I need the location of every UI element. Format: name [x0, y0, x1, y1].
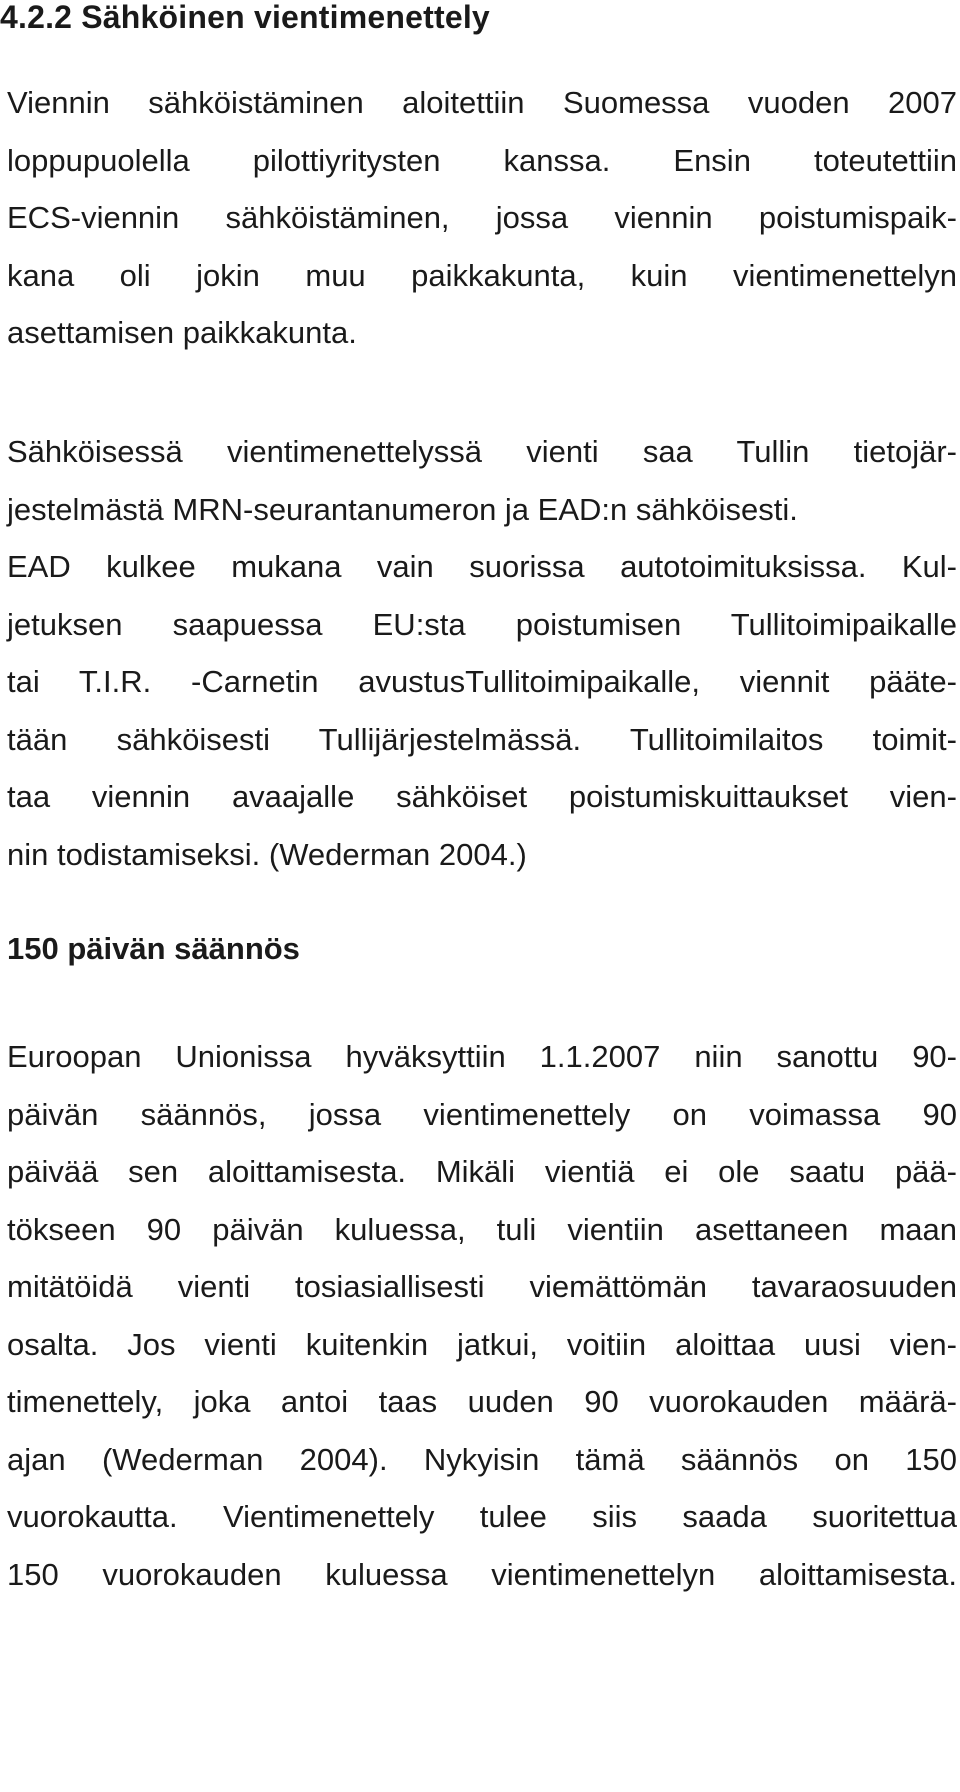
text-line: Viennin sähköistäminen aloitettiin Suomessa vuoden 2007 [7, 85, 957, 120]
text-line: ajan (Wederman 2004). Nykyisin tämä säännös on 150 [7, 1441, 957, 1477]
text-line: päivän säännös, jossa vientimenettely on voimassa 90 [7, 1096, 957, 1132]
text-line: tai T.I.R. -Carnetin avustusTullitoimipaikalle, viennit pääte- [7, 664, 957, 699]
text-line: tökseen 90 päivän kuluessa, tuli vientiin asettaneen maan [7, 1211, 957, 1247]
paragraph-1 [7, 74, 957, 362]
text-line: ECS-viennin sähköistäminen, jossa viennin poistumispaik- [7, 200, 957, 235]
text-line: päivää sen aloittamisesta. Mikäli vientiä ei ole saatu pää- [7, 1154, 957, 1189]
text-line: EAD kulkee mukana vain suorissa autotoimituksissa. Kul- [7, 549, 957, 584]
text-line: Sähköisessä vientimenettelyssä vienti saa Tullin tietojär- [7, 434, 957, 469]
subheading: 150 päivän säännös [7, 931, 300, 966]
text-line: loppupuolella pilottiyritysten kanssa. Ensin toteutettiin [7, 142, 957, 178]
text-line: mitätöidä vienti tosiasiallisesti viemättömän tavaraosuuden [7, 1269, 957, 1304]
text-line: jestelmästä MRN-seurantanumeron ja EAD:n sähköisesti. [7, 491, 798, 527]
paragraph-2 [7, 423, 957, 883]
text-line: asettamisen paikkakunta. [7, 315, 357, 350]
text-line: tään sähköisesti Tullijärjestelmässä. Tullitoimilaitos toimit- [7, 721, 957, 757]
text-line: osalta. Jos vienti kuitenkin jatkui, voitiin aloittaa uusi vien- [7, 1326, 957, 1362]
text-line: timenettely, joka antoi taas uuden 90 vuorokauden määrä- [7, 1384, 957, 1419]
text-line: jetuksen saapuessa EU:sta poistumisen Tullitoimipaikalle [7, 606, 957, 642]
section-heading: 4.2.2 Sähköinen vientimenettely [0, 0, 490, 35]
text-line: vuorokautta. Vientimenettely tulee siis saada suoritettua [7, 1499, 957, 1534]
text-line: taa viennin avaajalle sähköiset poistumiskuittaukset vien- [7, 779, 957, 814]
text-line: nin todistamiseksi. (Wederman 2004.) [7, 836, 527, 872]
paragraph-3 [7, 1028, 957, 1603]
text-line: Euroopan Unionissa hyväksyttiin 1.1.2007 niin sanottu 90- [7, 1039, 957, 1074]
text-line: 150 vuorokauden kuluessa vientimenettelyn aloittamisesta. [7, 1556, 957, 1592]
text-line: kana oli jokin muu paikkakunta, kuin vientimenettelyn [7, 257, 957, 293]
